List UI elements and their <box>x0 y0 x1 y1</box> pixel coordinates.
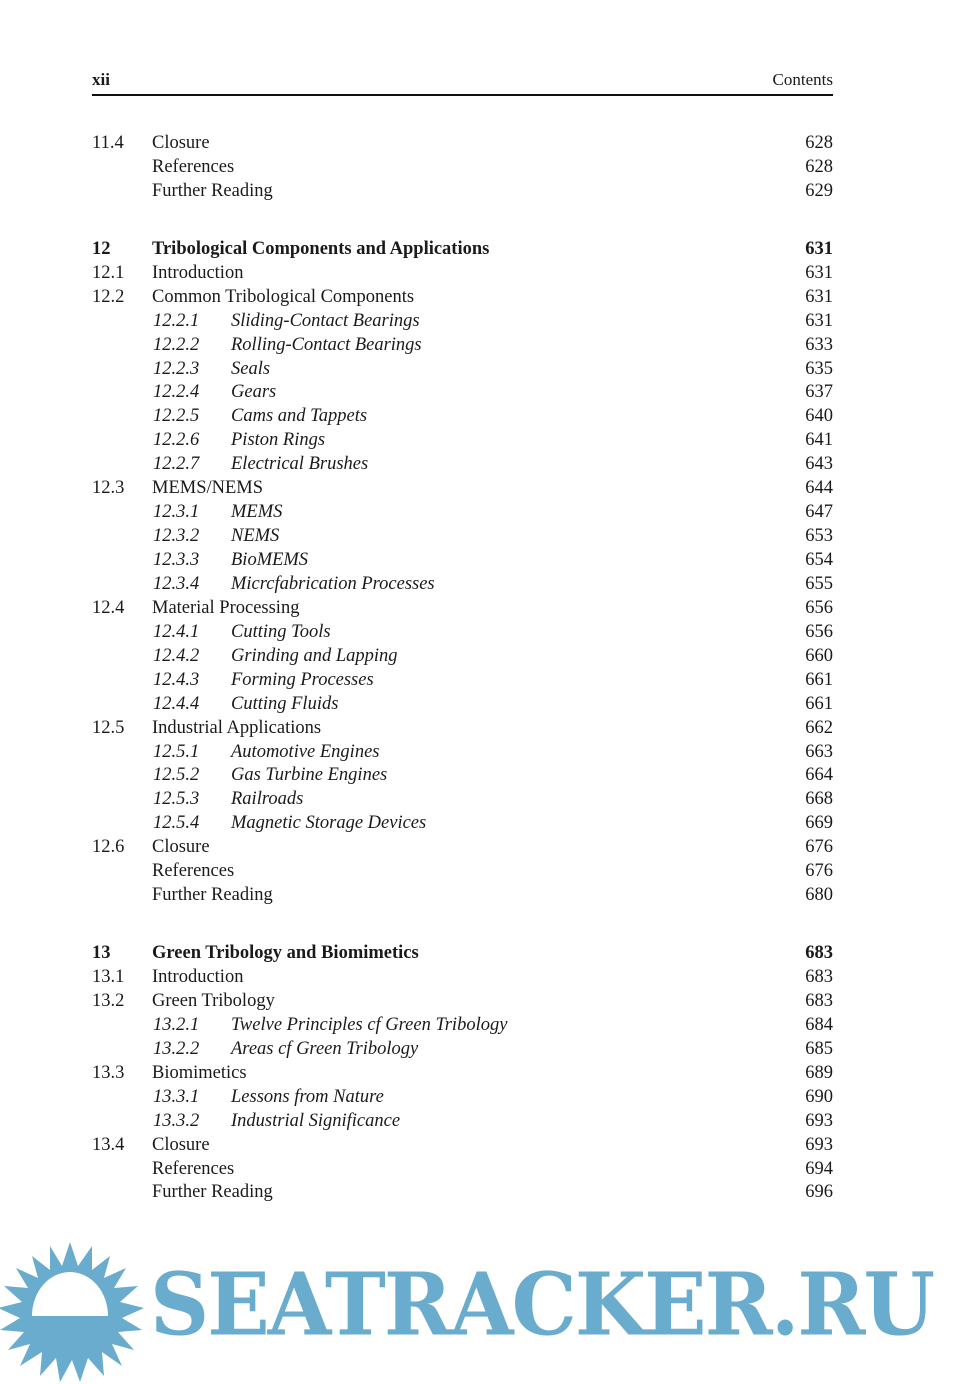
toc-entry-page: 676 <box>805 837 833 858</box>
toc-entry-num: 12.2.6 <box>153 430 200 451</box>
toc-entry-num: 12.4.3 <box>153 669 200 690</box>
toc-entry[interactable] <box>92 1085 833 1109</box>
toc-entry[interactable] <box>92 404 833 428</box>
toc-entry-page: 631 <box>805 262 833 283</box>
toc-entry-num: 11.4 <box>92 133 124 153</box>
toc-entry-title: References <box>152 1158 235 1179</box>
toc-entry-page: 660 <box>805 645 833 666</box>
toc-group-chapter-12 <box>92 237 833 907</box>
toc-entry[interactable] <box>92 1109 833 1133</box>
toc-entry[interactable] <box>92 548 833 572</box>
toc-entry[interactable] <box>92 500 833 524</box>
toc-entry[interactable] <box>92 476 833 500</box>
toc-entry-num: 12.6 <box>92 837 125 858</box>
toc-group-chapter-13 <box>92 941 833 1204</box>
toc-entry[interactable] <box>92 883 833 907</box>
toc-entry-page: 656 <box>805 597 833 618</box>
toc-entry-num: 13.2.2 <box>153 1038 200 1059</box>
toc-entry-num: 12.2.1 <box>153 310 200 331</box>
toc-entry-title: Cutting Tools <box>231 621 331 642</box>
toc-chapter-entry[interactable] <box>92 237 833 261</box>
toc-entry-page: 647 <box>805 502 833 523</box>
toc-entry[interactable] <box>92 716 833 740</box>
toc-entry-title: Biomimetics <box>152 1062 247 1083</box>
section-gap <box>92 907 833 941</box>
toc-entry[interactable] <box>92 309 833 333</box>
toc-entry-page: 631 <box>805 310 833 331</box>
toc-entry-title: Electrical Brushes <box>231 454 369 475</box>
page-header <box>92 68 833 96</box>
toc-entry-num: 12.4.4 <box>153 693 200 714</box>
toc-entry-num: 12.2.3 <box>153 358 200 379</box>
toc-entry-page: 631 <box>805 286 833 307</box>
toc-entry-title: BioMEMS <box>231 550 309 570</box>
toc-entry[interactable] <box>92 811 833 835</box>
toc-entry-page: 655 <box>805 573 833 594</box>
toc-entry[interactable] <box>92 357 833 381</box>
toc-entry-page: 661 <box>805 693 833 714</box>
toc-entry-title: Tribological Components and Applications <box>152 238 490 259</box>
toc-entry[interactable] <box>92 285 833 309</box>
toc-entry-title: Railroads <box>231 789 304 810</box>
toc-entry[interactable] <box>92 1133 833 1157</box>
toc-entry-title: Material Processing <box>152 597 300 618</box>
toc-entry[interactable] <box>92 692 833 716</box>
toc-entry-page: 628 <box>805 133 833 153</box>
toc-entry-num: 12.2.5 <box>153 406 200 427</box>
toc-entry[interactable] <box>92 1180 833 1204</box>
toc-entry-num: 13.4 <box>92 1134 125 1155</box>
toc-entry-title: Seals <box>231 358 271 379</box>
table-of-contents <box>92 131 833 1204</box>
toc-entry-title: Gas Turbine Engines <box>231 765 388 786</box>
toc-entry-page: 680 <box>805 885 833 906</box>
toc-entry[interactable] <box>92 333 833 357</box>
toc-entry-title: Automotive Engines <box>231 741 380 762</box>
toc-entry-num: 12.3.2 <box>153 526 200 547</box>
toc-entry[interactable] <box>92 620 833 644</box>
toc-entry-title: Piston Rings <box>231 430 326 451</box>
toc-entry-num: 12.1 <box>92 262 125 283</box>
toc-entry-title: Further Reading <box>152 1182 273 1203</box>
toc-entry-num: 13.3 <box>92 1062 125 1083</box>
toc-group-chapter-11-tail <box>92 131 833 203</box>
toc-entry-page: 661 <box>805 669 833 690</box>
toc-entry-title: Common Tribological Components <box>152 286 415 307</box>
toc-entry-page: 654 <box>805 550 833 570</box>
toc-entry[interactable] <box>92 261 833 285</box>
toc-entry-title: Closure <box>152 1134 210 1155</box>
toc-entry-page: 663 <box>805 741 833 762</box>
toc-entry-num: 12.5.4 <box>153 813 200 834</box>
toc-entry-page: 633 <box>805 334 833 355</box>
toc-entry-num: 13 <box>92 943 111 964</box>
toc-entry-num: 13.3.1 <box>153 1086 200 1107</box>
toc-entry-page: 641 <box>805 430 833 451</box>
toc-entry-title: References <box>152 861 235 882</box>
toc-entry-num: 13.2.1 <box>153 1014 200 1035</box>
toc-entry[interactable] <box>92 452 833 476</box>
watermark-text: SEATRACKER.RU <box>150 1254 934 1356</box>
toc-entry-page: 629 <box>805 180 833 201</box>
toc-entry-page: 640 <box>805 406 833 427</box>
page-number: xii <box>92 70 110 89</box>
toc-entry-num: 12.4 <box>92 597 125 618</box>
toc-entry-num: 12.5.1 <box>153 741 200 762</box>
toc-entry[interactable] <box>92 1061 833 1085</box>
toc-entry-num: 12.3.4 <box>153 573 200 594</box>
toc-entry-page: 693 <box>805 1134 833 1155</box>
toc-entry-title: Closure <box>152 837 210 858</box>
toc-entry-page: 694 <box>805 1158 833 1179</box>
toc-entry-title: References <box>152 156 235 177</box>
toc-entry-num: 12.4.1 <box>153 621 200 642</box>
toc-entry-page: 683 <box>805 967 833 987</box>
toc-entry[interactable] <box>92 740 833 764</box>
toc-entry-page: 684 <box>805 1014 833 1035</box>
toc-entry-title: Cutting Fluids <box>231 693 339 714</box>
toc-entry-page: 690 <box>805 1086 833 1107</box>
toc-entry-page: 637 <box>805 382 833 403</box>
toc-entry-title: Green Tribology and Biomimetics <box>152 943 419 964</box>
toc-entry-title: Introduction <box>152 262 244 283</box>
toc-entry-page: 696 <box>805 1182 833 1203</box>
toc-entry-num: 12.2.4 <box>153 382 200 403</box>
toc-entry-title: Introduction <box>152 967 244 987</box>
toc-entry-title: Grinding and Lapping <box>231 645 398 666</box>
toc-entry-title: MEMS <box>231 502 283 523</box>
toc-entry-page: 693 <box>805 1110 833 1131</box>
toc-entry[interactable] <box>92 965 833 989</box>
toc-entry[interactable] <box>92 989 833 1013</box>
toc-entry-page: 628 <box>805 156 833 177</box>
toc-entry-page: 668 <box>805 789 833 810</box>
running-title: Contents <box>772 70 833 89</box>
toc-entry-title: Forming Processes <box>231 669 374 690</box>
toc-entry-title: Cams and Tappets <box>231 406 368 427</box>
toc-entry-num: 13.3.2 <box>153 1110 200 1131</box>
watermark <box>0 1240 954 1384</box>
toc-entry-page: 683 <box>805 943 833 964</box>
toc-entry-page: 643 <box>805 454 833 475</box>
toc-entry[interactable] <box>92 380 833 404</box>
toc-entry[interactable] <box>92 1037 833 1061</box>
toc-entry-page: 664 <box>805 765 833 786</box>
toc-entry[interactable] <box>92 1157 833 1181</box>
toc-entry-page: 689 <box>805 1062 833 1083</box>
toc-entry[interactable] <box>92 428 833 452</box>
toc-entry-title: Gears <box>231 382 277 403</box>
toc-entry[interactable] <box>92 596 833 620</box>
toc-entry-title: Green Tribology <box>152 990 275 1011</box>
toc-entry-title: Further Reading <box>152 885 273 906</box>
toc-entry[interactable] <box>92 763 833 787</box>
toc-entry[interactable] <box>92 572 833 596</box>
toc-entry-num: 13.2 <box>92 990 125 1011</box>
toc-entry-num: 12.5 <box>92 717 125 738</box>
toc-entry-num: 12.3.1 <box>153 502 200 523</box>
toc-entry-page: 635 <box>805 358 833 379</box>
sun-logo-icon <box>0 1240 150 1384</box>
toc-entry-num: 12.5.3 <box>153 789 200 810</box>
toc-entry-title: Areas cf Green Tribology <box>231 1038 419 1059</box>
toc-entry[interactable] <box>92 155 833 179</box>
toc-entry-page: 683 <box>805 990 833 1011</box>
toc-entry-num: 12.2 <box>92 286 125 307</box>
toc-entry-title: Industrial Significance <box>231 1110 401 1131</box>
toc-entry-page: 669 <box>805 813 833 834</box>
toc-chapter-entry[interactable] <box>92 941 833 965</box>
toc-entry-page: 644 <box>805 478 833 499</box>
toc-entry-title: Micrcfabrication Processes <box>231 573 435 594</box>
toc-entry[interactable] <box>92 131 833 155</box>
toc-entry[interactable] <box>92 859 833 883</box>
toc-entry-num: 12 <box>92 238 111 259</box>
toc-entry-title: Industrial Applications <box>152 717 322 738</box>
toc-entry-title: Closure <box>152 133 210 153</box>
toc-entry[interactable] <box>92 1013 833 1037</box>
toc-entry-num: 12.2.2 <box>153 334 200 355</box>
section-gap <box>92 203 833 237</box>
toc-entry-page: 653 <box>805 526 833 547</box>
toc-entry-title: Lessons from Nature <box>231 1086 384 1107</box>
toc-entry[interactable] <box>92 644 833 668</box>
toc-entry-num: 12.3 <box>92 478 125 499</box>
toc-entry[interactable] <box>92 835 833 859</box>
toc-entry-page: 656 <box>805 621 833 642</box>
toc-entry-num: 12.2.7 <box>153 454 200 475</box>
toc-entry-title: Magnetic Storage Devices <box>231 813 427 834</box>
toc-entry-title: Rolling-Contact Bearings <box>231 334 422 355</box>
toc-entry[interactable] <box>92 524 833 548</box>
toc-entry-title: NEMS <box>231 526 280 547</box>
toc-entry[interactable] <box>92 668 833 692</box>
toc-entry-page: 662 <box>805 717 833 738</box>
toc-entry-page: 631 <box>805 238 833 259</box>
toc-entry[interactable] <box>92 787 833 811</box>
toc-entry-num: 13.1 <box>92 967 125 987</box>
toc-entry-title: Further Reading <box>152 180 273 201</box>
toc-entry-title: Sliding-Contact Bearings <box>231 310 420 331</box>
toc-entry[interactable] <box>92 179 833 203</box>
toc-entry-num: 12.5.2 <box>153 765 200 786</box>
toc-entry-num: 12.4.2 <box>153 645 200 666</box>
toc-entry-title: MEMS/NEMS <box>152 478 264 499</box>
toc-entry-title: Twelve Principles cf Green Tribology <box>231 1014 508 1035</box>
toc-entry-page: 676 <box>805 861 833 882</box>
toc-entry-num: 12.3.3 <box>153 550 200 570</box>
toc-entry-page: 685 <box>805 1038 833 1059</box>
